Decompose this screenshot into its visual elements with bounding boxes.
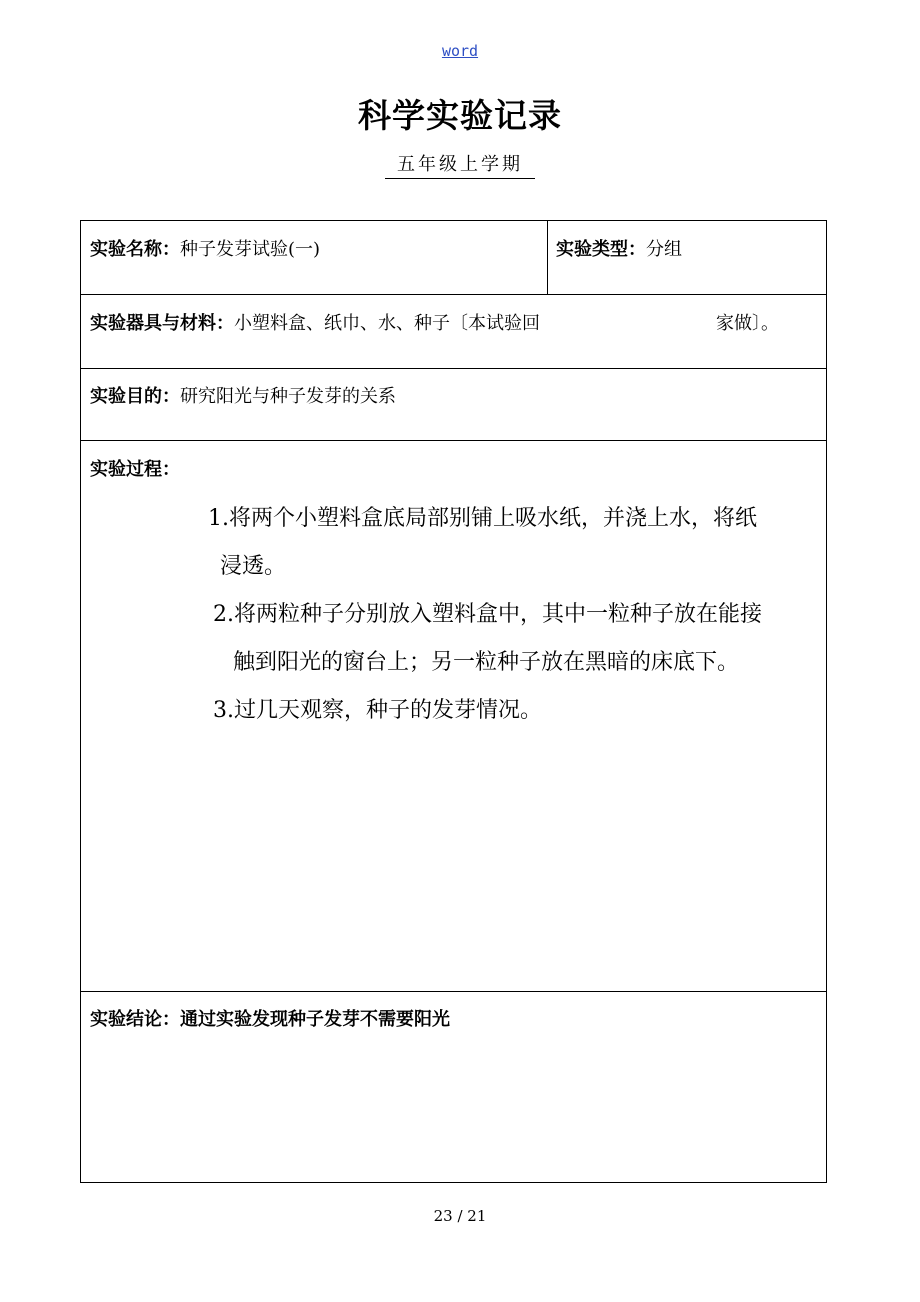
row-conclusion <box>81 992 826 1182</box>
experiment-type-label: 实验类型： <box>556 239 646 260</box>
step-2-line-2: 触到阳光的窗台上；另一粒种子放在黑暗的床底下。 <box>233 650 740 675</box>
purpose-label: 实验目的： <box>90 386 180 407</box>
materials-value: 小塑料盒、纸巾、水、种子〔本试验回 <box>234 313 540 334</box>
step-2-line-1: 2.将两粒种子分别放入塑料盒中，其中一粒种子放在能接 <box>213 602 762 627</box>
cell-experiment-type <box>548 221 826 294</box>
materials-label: 实验器具与材料： <box>90 313 234 334</box>
experiment-record-table <box>80 220 827 1183</box>
page-title: 科学实验记录 <box>358 96 562 135</box>
step-1-line-1: 1.将两个小塑料盒底局部别铺上吸水纸，并浇上水，将纸 <box>208 506 757 531</box>
experiment-name-label: 实验名称： <box>90 239 180 260</box>
step-1-line-2: 浸透。 <box>220 554 287 579</box>
experiment-type-value: 分组 <box>646 239 682 260</box>
row-process <box>81 441 826 992</box>
header-word-link[interactable]: word <box>441 42 479 60</box>
step-3-line-1: 3.过几天观察，种子的发芽情况。 <box>213 698 542 723</box>
process-label: 实验过程： <box>90 459 180 480</box>
grade-subtitle: 五年级上学期 <box>385 150 535 179</box>
row-purpose <box>81 369 826 441</box>
conclusion-label: 实验结论： <box>90 1009 180 1030</box>
conclusion-value: 通过实验发现种子发芽不需要阳光 <box>180 1009 450 1030</box>
page-number: 23 / 21 <box>433 1207 487 1225</box>
row-materials <box>81 295 826 369</box>
materials-tail: 家做〕。 <box>716 313 779 334</box>
purpose-value: 研究阳光与种子发芽的关系 <box>180 386 396 407</box>
cell-experiment-name <box>81 221 548 294</box>
row-name-type <box>81 221 826 295</box>
experiment-name-value: 种子发芽试验(一) <box>180 239 321 260</box>
